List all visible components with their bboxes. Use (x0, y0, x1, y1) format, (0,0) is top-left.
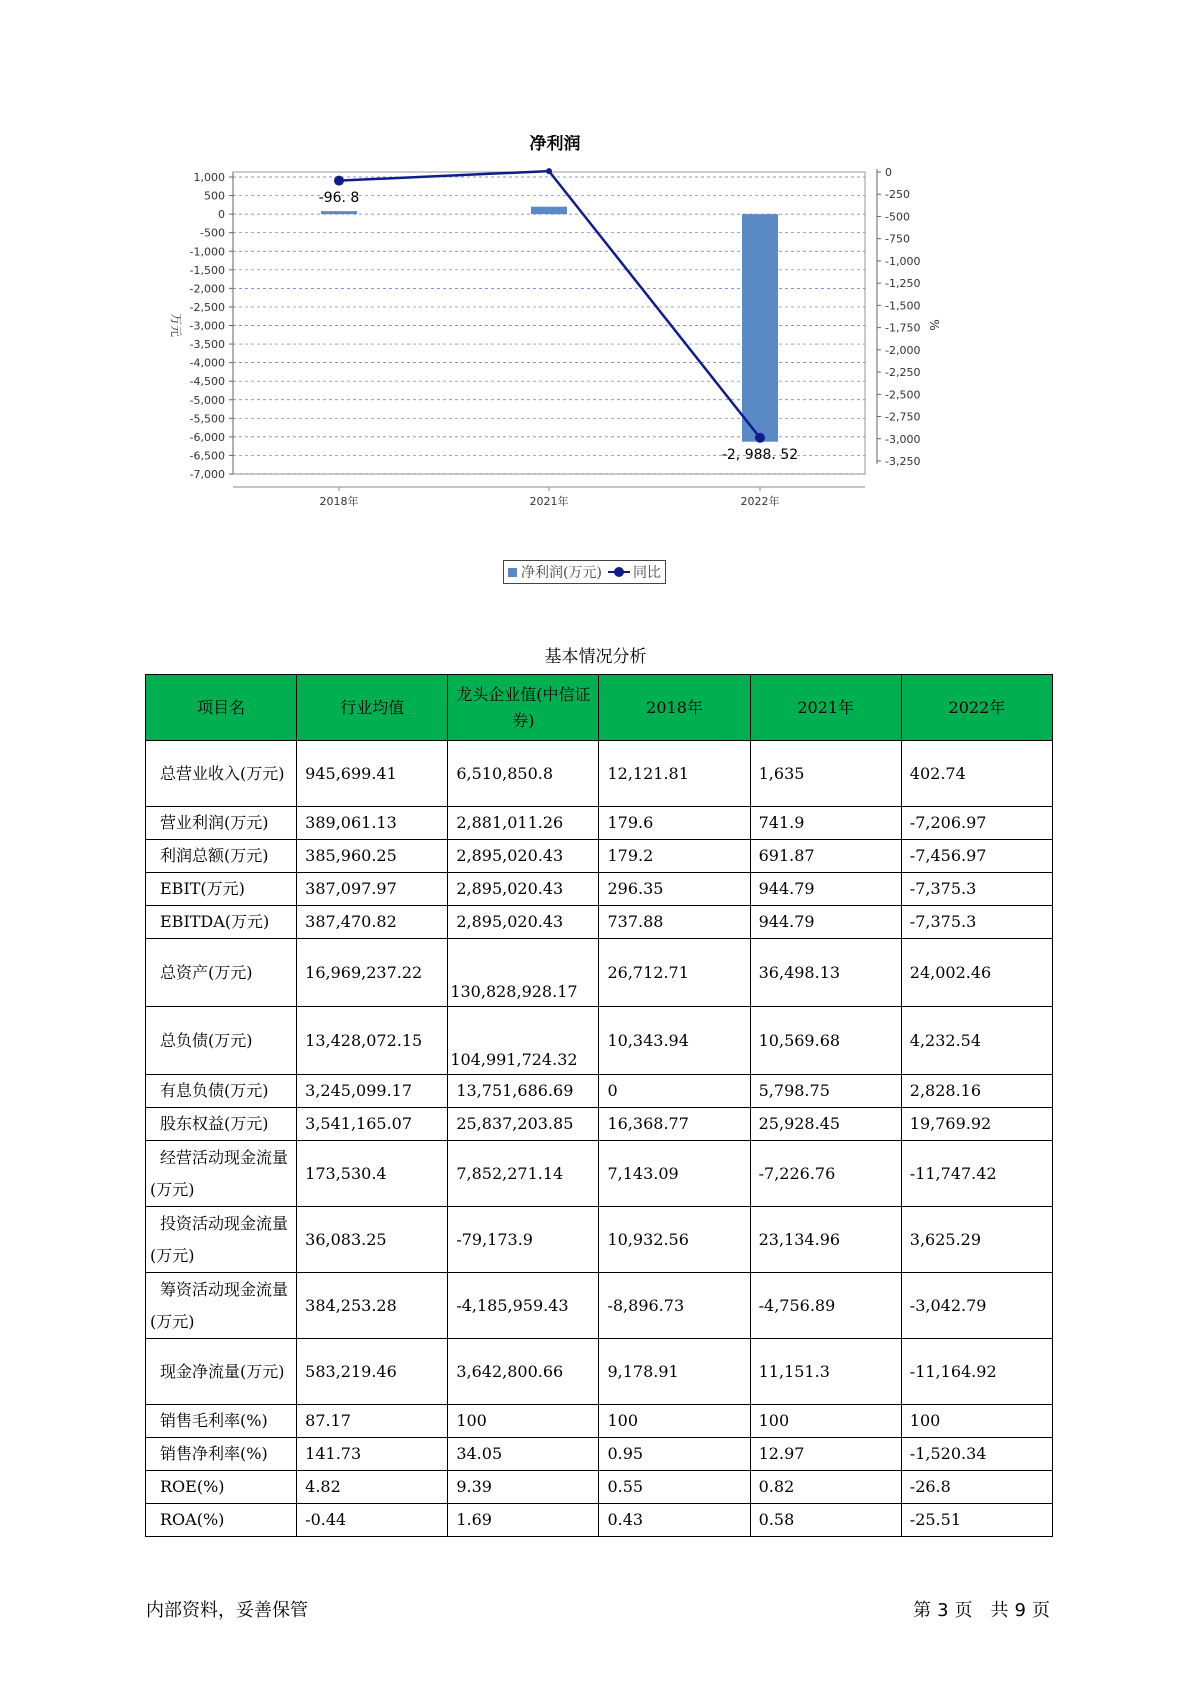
row-label: 经营活动现金流量(万元) (146, 1141, 297, 1207)
y-tick-label: -3,000 (189, 319, 225, 333)
table-body (146, 741, 1053, 1537)
cell-value: 13,428,072.15 (297, 1007, 448, 1075)
y-tick-label: -6,000 (189, 430, 225, 444)
cell-value: 1.69 (448, 1504, 599, 1537)
row-label: 总营业收入(万元) (146, 741, 297, 807)
row-label: 营业利润(万元) (146, 807, 297, 840)
cell-value: 100 (448, 1405, 599, 1438)
cell-value: 16,368.77 (599, 1108, 750, 1141)
table-row (146, 1108, 1053, 1141)
cell-value: -26.8 (901, 1471, 1052, 1504)
cell-value: -8,896.73 (599, 1273, 750, 1339)
table-row (146, 1273, 1053, 1339)
cell-value: -7,226.76 (750, 1141, 901, 1207)
cell-value: 583,219.46 (297, 1339, 448, 1405)
yoy-point-2018年 (334, 176, 344, 186)
cell-value: 16,969,237.22 (297, 939, 448, 1007)
table-row (146, 873, 1053, 906)
chart-canvas (160, 135, 1040, 555)
y-tick-label: -4,000 (189, 356, 225, 370)
cell-value: 2,895,020.43 (448, 840, 599, 873)
cell-value: 26,712.71 (599, 939, 750, 1007)
cell-value: 691.87 (750, 840, 901, 873)
row-label: 现金净流量(万元) (146, 1339, 297, 1405)
y-tick-label: 0 (218, 208, 225, 222)
cell-value: 4.82 (297, 1471, 448, 1504)
y-tick-label: -2,000 (189, 282, 225, 296)
cell-value: 19,769.92 (901, 1108, 1052, 1141)
cell-value: 130,828,928.17 (448, 939, 599, 1007)
bar-2018年 (321, 211, 357, 214)
table-header-row (146, 675, 1053, 741)
cell-value: -11,747.42 (901, 1141, 1052, 1207)
table-row (146, 1007, 1053, 1075)
table-row (146, 1471, 1053, 1504)
cell-value: 9.39 (448, 1471, 599, 1504)
table-row (146, 939, 1053, 1007)
cell-value: 13,751,686.69 (448, 1075, 599, 1108)
cell-value: 25,837,203.85 (448, 1108, 599, 1141)
cell-value: 104,991,724.32 (448, 1007, 599, 1075)
page-prefix: 第 (913, 1600, 932, 1621)
cell-value: 12,121.81 (599, 741, 750, 807)
x-tick-label: 2022年 (740, 495, 780, 508)
row-label: ROA(%) (146, 1504, 297, 1537)
yoy-point-2022年 (755, 433, 765, 443)
cell-value: 36,498.13 (750, 939, 901, 1007)
cell-value: 10,569.68 (750, 1007, 901, 1075)
y-tick-label: -5,000 (189, 393, 225, 407)
table-row (146, 807, 1053, 840)
row-label: 总资产(万元) (146, 939, 297, 1007)
header-cell: 2018年 (599, 675, 750, 741)
y2-tick-label: -750 (885, 232, 910, 246)
cell-value: 179.2 (599, 840, 750, 873)
cell-value: 3,642,800.66 (448, 1339, 599, 1405)
cell-value: 11,151.3 (750, 1339, 901, 1405)
y-tick-label: -6,500 (189, 449, 225, 463)
row-label: ROE(%) (146, 1471, 297, 1504)
cell-value: 10,343.94 (599, 1007, 750, 1075)
table-row (146, 1438, 1053, 1471)
cell-value: 23,134.96 (750, 1207, 901, 1273)
x-tick-label: 2021年 (529, 495, 569, 508)
table-row (146, 1207, 1053, 1273)
legend-line-label: 同比 (632, 565, 661, 581)
cell-value: 36,083.25 (297, 1207, 448, 1273)
legend-line-swatch (608, 567, 630, 577)
table-row (146, 1504, 1053, 1537)
footer-page-number (910, 1596, 1053, 1622)
cell-value: 173,530.4 (297, 1141, 448, 1207)
table-row (146, 1141, 1053, 1207)
cell-value: 100 (901, 1405, 1052, 1438)
cell-value: 0.43 (599, 1504, 750, 1537)
y2-tick-label: -3,250 (885, 455, 921, 468)
cell-value: 34.05 (448, 1438, 599, 1471)
row-label: 股东权益(万元) (146, 1108, 297, 1141)
cell-value: 387,470.82 (297, 906, 448, 939)
header-cell: 2021年 (750, 675, 901, 741)
row-label: 利润总额(万元) (146, 840, 297, 873)
cell-value: 12.97 (750, 1438, 901, 1471)
cell-value: 24,002.46 (901, 939, 1052, 1007)
table-row (146, 741, 1053, 807)
y-tick-label: -500 (200, 226, 225, 240)
cell-value: 141.73 (297, 1438, 448, 1471)
y-tick-label: -1,000 (189, 245, 225, 259)
legend-bar-swatch (508, 568, 517, 577)
cell-value: 4,232.54 (901, 1007, 1052, 1075)
cell-value: -3,042.79 (901, 1273, 1052, 1339)
cell-value: 2,881,011.26 (448, 807, 599, 840)
cell-value: 3,625.29 (901, 1207, 1052, 1273)
cell-value: 944.79 (750, 873, 901, 906)
yoy-point-2021年 (546, 168, 552, 174)
cell-value: 25,928.45 (750, 1108, 901, 1141)
cell-value: 87.17 (297, 1405, 448, 1438)
row-label: 销售毛利率(%) (146, 1405, 297, 1438)
cell-value: 10,932.56 (599, 1207, 750, 1273)
cell-value: 100 (750, 1405, 901, 1438)
header-cell: 行业均值 (297, 675, 448, 741)
cell-value: 3,541,165.07 (297, 1108, 448, 1141)
cell-value: -25.51 (901, 1504, 1052, 1537)
y2-tick-label: -2,750 (885, 410, 921, 424)
y2-axis-label: % (927, 319, 941, 331)
row-label: 投资活动现金流量(万元) (146, 1207, 297, 1273)
y2-tick-label: -1,250 (885, 277, 921, 291)
y-tick-label: -2,500 (189, 300, 225, 314)
cell-value: 5,798.75 (750, 1075, 901, 1108)
row-label: 销售净利率(%) (146, 1438, 297, 1471)
y2-tick-label: -250 (885, 188, 910, 202)
y2-tick-label: -2,500 (885, 388, 921, 402)
table-row (146, 840, 1053, 873)
x-tick-label: 2018年 (319, 495, 359, 508)
table-row (146, 1405, 1053, 1438)
chart-title: 净利润 (529, 135, 581, 154)
y2-tick-label: -3,000 (885, 432, 921, 446)
y2-tick-label: -2,000 (885, 343, 921, 357)
cell-value: 737.88 (599, 906, 750, 939)
table-row (146, 906, 1053, 939)
cell-value: -1,520.34 (901, 1438, 1052, 1471)
y-tick-label: -5,500 (189, 412, 225, 426)
footer-confidential: 内部资料，妥善保管 (146, 1600, 308, 1621)
cell-value: -7,206.97 (901, 807, 1052, 840)
cell-value: -7,375.3 (901, 906, 1052, 939)
cell-value: -0.44 (297, 1504, 448, 1537)
cell-value: 0 (599, 1075, 750, 1108)
page-suffix: 页 (1032, 1600, 1050, 1621)
cell-value: 945,699.41 (297, 741, 448, 807)
table-row (146, 1339, 1053, 1405)
cell-value: 6,510,850.8 (448, 741, 599, 807)
cell-value: 402.74 (901, 741, 1052, 807)
cell-value: 100 (599, 1405, 750, 1438)
page-current: 3 (937, 1600, 949, 1621)
cell-value: 387,097.97 (297, 873, 448, 906)
cell-value: -11,164.92 (901, 1339, 1052, 1405)
cell-value: -7,375.3 (901, 873, 1052, 906)
cell-value: 2,895,020.43 (448, 906, 599, 939)
cell-value: 0.82 (750, 1471, 901, 1504)
y2-tick-label: -2,250 (885, 366, 921, 380)
cell-value: 2,895,020.43 (448, 873, 599, 906)
row-label: 筹资活动现金流量(万元) (146, 1273, 297, 1339)
cell-value: 296.35 (599, 873, 750, 906)
page-total: 9 (1014, 1600, 1026, 1621)
header-cell: 项目名 (146, 675, 297, 741)
row-label: 总负债(万元) (146, 1007, 297, 1075)
chart-legend (503, 560, 666, 584)
row-label: EBIT(万元) (146, 873, 297, 906)
cell-value: -4,756.89 (750, 1273, 901, 1339)
y2-tick-label: -500 (885, 210, 910, 224)
page-mid: 页 共 (954, 1600, 1009, 1621)
cell-value: 385,960.25 (297, 840, 448, 873)
y2-tick-label: 0 (885, 166, 892, 179)
cell-value: 944.79 (750, 906, 901, 939)
cell-value: 9,178.91 (599, 1339, 750, 1405)
annotation-2022: -2, 988. 52 (721, 447, 799, 463)
header-cell: 龙头企业值(中信证券) (448, 675, 599, 741)
annotation-2018: -96. 8 (318, 190, 360, 206)
cell-value: 2,828.16 (901, 1075, 1052, 1108)
table-caption: 基本情况分析 (544, 647, 647, 667)
cell-value: 3,245,099.17 (297, 1075, 448, 1108)
cell-value: 0.55 (599, 1471, 750, 1504)
net-profit-chart (160, 135, 1040, 595)
row-label: EBITDA(万元) (146, 906, 297, 939)
cell-value: 741.9 (750, 807, 901, 840)
cell-value: 7,852,271.14 (448, 1141, 599, 1207)
legend-bar-label: 净利润(万元) (521, 565, 602, 581)
cell-value: 389,061.13 (297, 807, 448, 840)
y-tick-label: -1,500 (189, 263, 225, 277)
basic-analysis-table (145, 674, 1053, 1537)
cell-value: 1,635 (750, 741, 901, 807)
y-tick-label: -3,500 (189, 338, 225, 352)
row-label: 有息负债(万元) (146, 1075, 297, 1108)
cell-value: 7,143.09 (599, 1141, 750, 1207)
table-row (146, 1075, 1053, 1108)
y-tick-label: 500 (204, 189, 225, 203)
y2-tick-label: -1,500 (885, 299, 921, 313)
cell-value: 384,253.28 (297, 1273, 448, 1339)
y2-tick-label: -1,000 (885, 254, 921, 268)
y-tick-label: -7,000 (189, 468, 225, 481)
y-tick-label: -4,500 (189, 375, 225, 389)
cell-value: -4,185,959.43 (448, 1273, 599, 1339)
cell-value: 0.95 (599, 1438, 750, 1471)
header-cell: 2022年 (901, 675, 1052, 741)
y2-tick-label: -1,750 (885, 321, 921, 335)
y-tick-label: 1,000 (193, 171, 225, 184)
cell-value: 179.6 (599, 807, 750, 840)
bar-2021年 (531, 207, 567, 214)
cell-value: -7,456.97 (901, 840, 1052, 873)
cell-value: 0.58 (750, 1504, 901, 1537)
bar-2022年 (742, 214, 778, 442)
cell-value: -79,173.9 (448, 1207, 599, 1273)
y-axis-label: 万元 (169, 312, 183, 338)
